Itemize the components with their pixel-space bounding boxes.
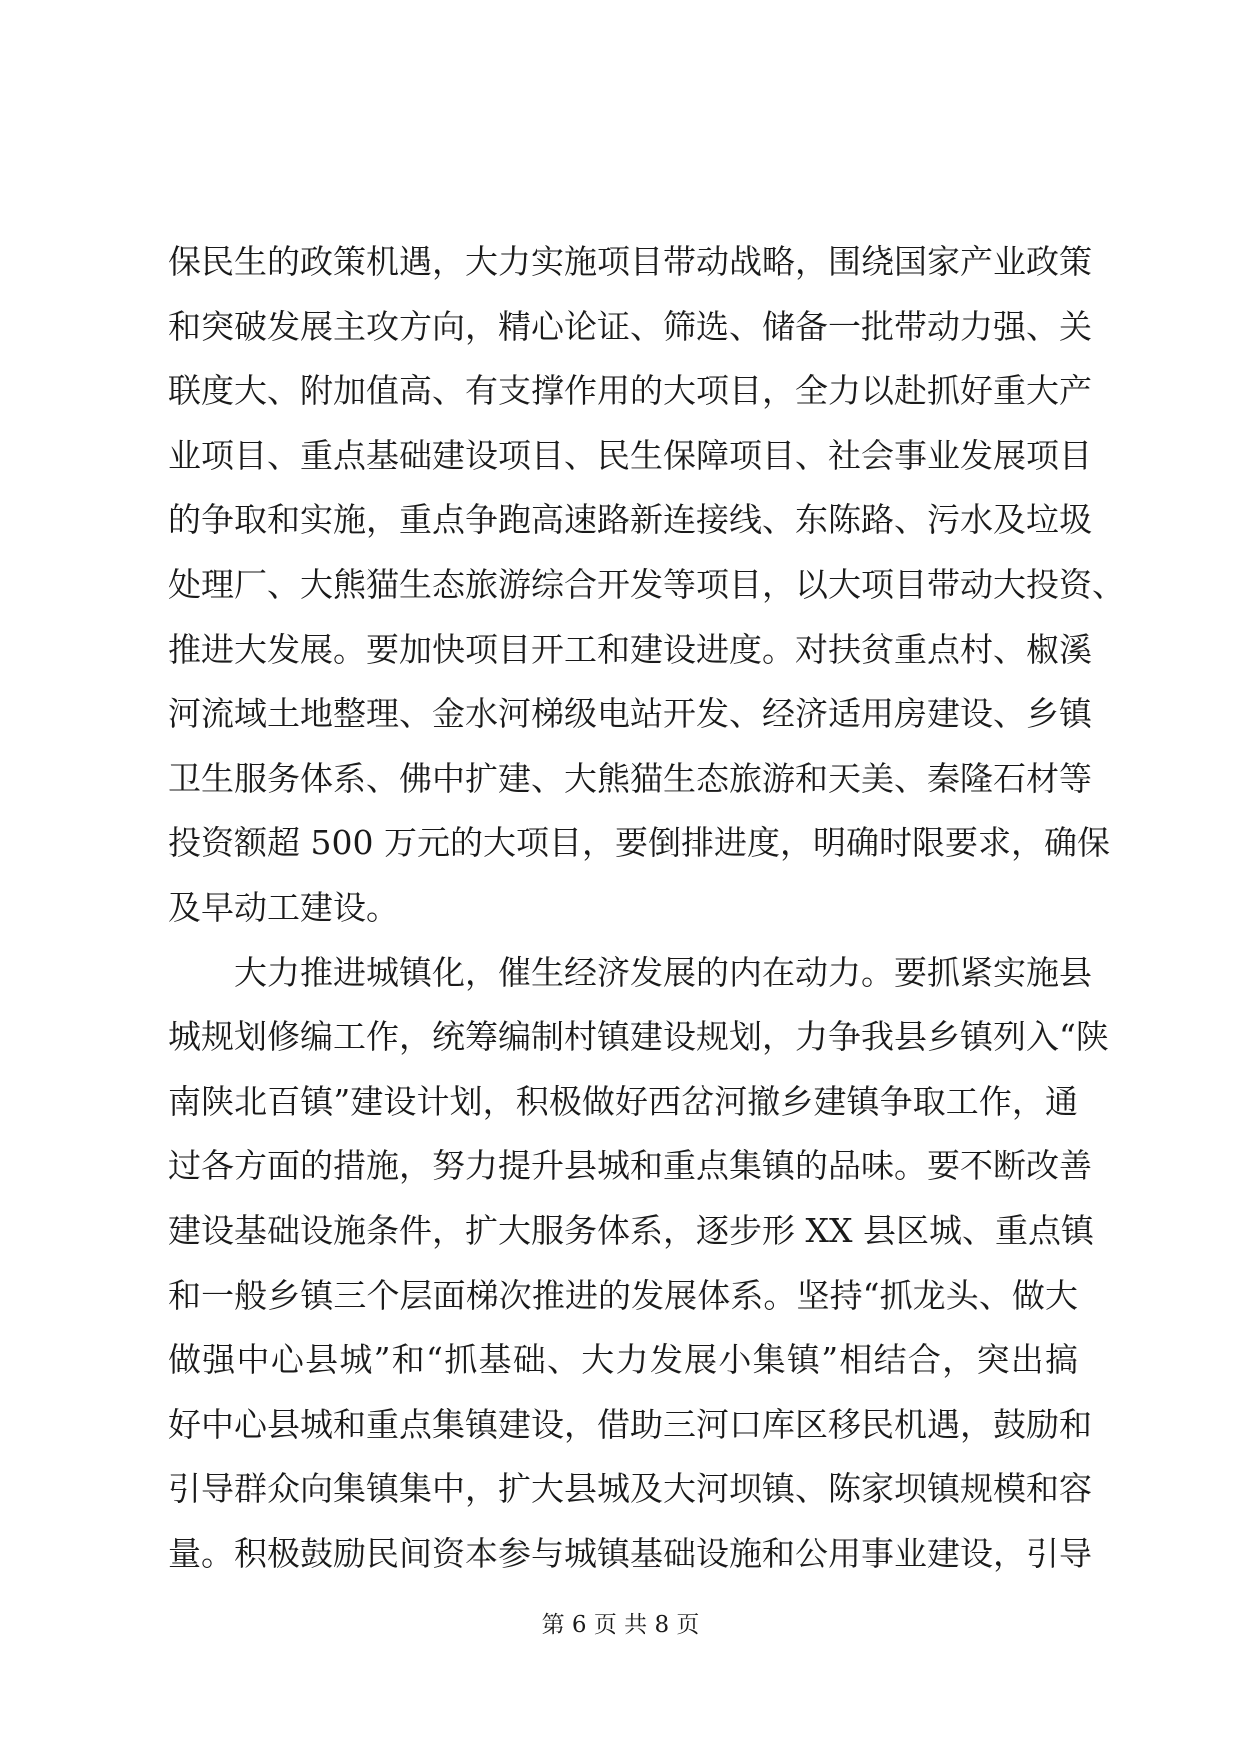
text-line: 城规划修编工作，统筹编制村镇建设规划，力争我县乡镇列入“陕 <box>168 1017 1109 1057</box>
text-line: 业项目、重点基础建设项目、民生保障项目、社会事业发展项目 <box>168 435 1092 475</box>
text-line: 及早动工建设。 <box>168 887 399 927</box>
text-line: 卫生服务体系、佛中扩建、大熊猫生态旅游和天美、秦隆石材等 <box>168 758 1092 798</box>
text-line: 的争取和实施，重点争跑高速路新连接线、东陈路、污水及垃圾 <box>168 500 1092 540</box>
text-line: 大力推进城镇化，催生经济发展的内在动力。要抓紧实施县 <box>234 952 1092 992</box>
text-line: 投资额超 500 万元的大项目，要倒排进度，明确时限要求，确保 <box>168 823 1110 863</box>
text-line: 量。积极鼓励民间资本参与城镇基础设施和公用事业建设，引导 <box>168 1533 1092 1573</box>
text-line: 推进大发展。要加快项目开工和建设进度。对扶贫重点村、椒溪 <box>168 629 1092 669</box>
text-line: 河流域土地整理、金水河梯级电站开发、经济适用房建设、乡镇 <box>168 694 1092 734</box>
text-line: 和一般乡镇三个层面梯次推进的发展体系。坚持“抓龙头、做大 <box>168 1275 1078 1315</box>
body-text <box>168 230 1125 1586</box>
text-line: 好中心县城和重点集镇建设，借助三河口库区移民机遇，鼓励和 <box>168 1404 1092 1444</box>
text-line: 建设基础设施条件，扩大服务体系，逐步形 XX 县区城、重点镇 <box>168 1210 1094 1250</box>
text-line: 处理厂、大熊猫生态旅游综合开发等项目，以大项目带动大投资、 <box>168 564 1125 604</box>
page-number-footer: 第 6 页 共 8 页 <box>541 1612 700 1638</box>
text-line: 做强中心县城”和“抓基础、大力发展小集镇”相结合，突出搞 <box>168 1340 1078 1380</box>
text-line: 南陕北百镇”建设计划，积极做好西岔河撤乡建镇争取工作，通 <box>168 1081 1078 1121</box>
text-line: 保民生的政策机遇，大力实施项目带动战略，围绕国家产业政策 <box>168 242 1092 281</box>
text-line: 和突破发展主攻方向，精心论证、筛选、储备一批带动力强、关 <box>168 306 1092 346</box>
text-line: 引导群众向集镇集中，扩大县城及大河坝镇、陈家坝镇规模和容 <box>168 1469 1092 1509</box>
text-line: 联度大、附加值高、有支撑作用的大项目，全力以赴抓好重大产 <box>168 371 1092 411</box>
text-line: 过各方面的措施，努力提升县城和重点集镇的品味。要不断改善 <box>168 1146 1092 1186</box>
